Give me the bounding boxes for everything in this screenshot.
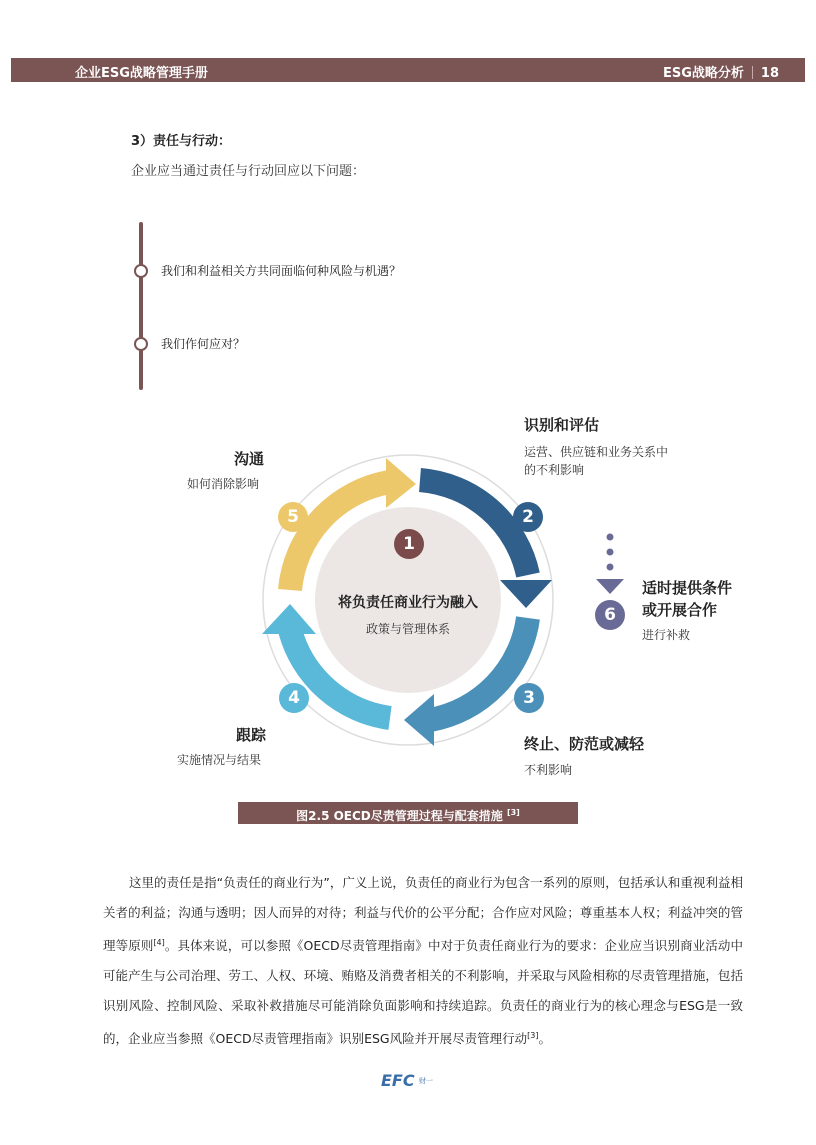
step-6-desc: 进行补救: [642, 628, 691, 642]
logo-subtext: 财一: [419, 1077, 433, 1085]
center-title: 将负责任商业行为融入: [338, 595, 478, 611]
step-1-badge: 1: [394, 529, 424, 559]
efc-logo: EFC: [381, 1071, 415, 1090]
question-item: 我们和利益相关方共同面临何种风险与机遇？: [161, 264, 402, 278]
indicator-arrow: [596, 579, 624, 594]
body-text-3: 。: [538, 1031, 551, 1047]
step-2-badge: 2: [513, 502, 543, 532]
step-2-title: 识别和评估: [524, 416, 600, 434]
caption-ref: [3]: [506, 808, 520, 817]
step-5-title: 沟通: [234, 450, 265, 468]
step-3-title: 终止、防范或减轻: [524, 735, 645, 753]
citation-ref: [3]: [527, 1031, 539, 1041]
step-5-desc: 如何消除影响: [187, 477, 260, 491]
indicator-dot: [607, 549, 614, 556]
indicator-dot: [607, 564, 614, 571]
body-paragraph: [103, 868, 743, 1054]
caption-text: 图2.5 OECD尽责管理过程与配套措施: [296, 809, 503, 823]
chapter-title: ESG战略分析: [662, 66, 744, 81]
question-item: 我们作何应对？: [161, 337, 246, 351]
step-4-title: 跟踪: [236, 726, 267, 744]
step-4-badge: 4: [279, 683, 309, 713]
page-number: 18: [760, 66, 779, 81]
step-3-desc: 不利影响: [524, 763, 573, 777]
step-6-title: 或开展合作: [642, 601, 718, 619]
step-3-badge: 3: [514, 683, 544, 713]
step-4-desc: 实施情况与结果: [177, 753, 262, 767]
indicator-dot: [607, 534, 614, 541]
section-heading: 3）责任与行动：: [131, 134, 232, 149]
step-5-badge: 5: [278, 502, 308, 532]
citation-ref: [4]: [153, 938, 165, 947]
document-title: 企业ESG战略管理手册: [75, 66, 208, 81]
body-text-1: 这里的责任是指“负责任的商业行为”，广义上说，负责任的商业行为包含一系列的原则，包括承认和重视利益相关者的利益；沟通与透明；因人而异的对待；利益与代价的公平分配；合作应对风险；尊重基本人权；利益冲突的管理等原则: [103, 875, 743, 954]
figure-caption: [238, 802, 578, 824]
step-6-badge: 6: [595, 600, 625, 630]
body-text-2: 。具体来说，可以参照《OECD尽责管理指南》中对于负责任商业行为的要求：企业应当识别商业活动中可能产生与公司治理、劳工、人权、环境、贿赂及消费者相关的不利影响，并采取与风险相称的尽责管理措施，包括识别风险、控制风险、采取补救措施尽可能消除负面影响和持续追踪。负责任的商业行为的核心理念与ESG是一致的，企业应当参照《OECD尽责管理指南》识别ESG风险并开展尽责管理行动: [103, 938, 743, 1047]
step-2-desc: 的不利影响: [524, 463, 585, 477]
step-2-desc: 运营、供应链和业务关系中: [524, 445, 669, 459]
center-subtitle: 政策与管理体系: [365, 622, 450, 636]
section-intro: 企业应当通过责任与行动回应以下问题：: [131, 164, 366, 179]
step-6-title: 适时提供条件: [642, 579, 733, 597]
